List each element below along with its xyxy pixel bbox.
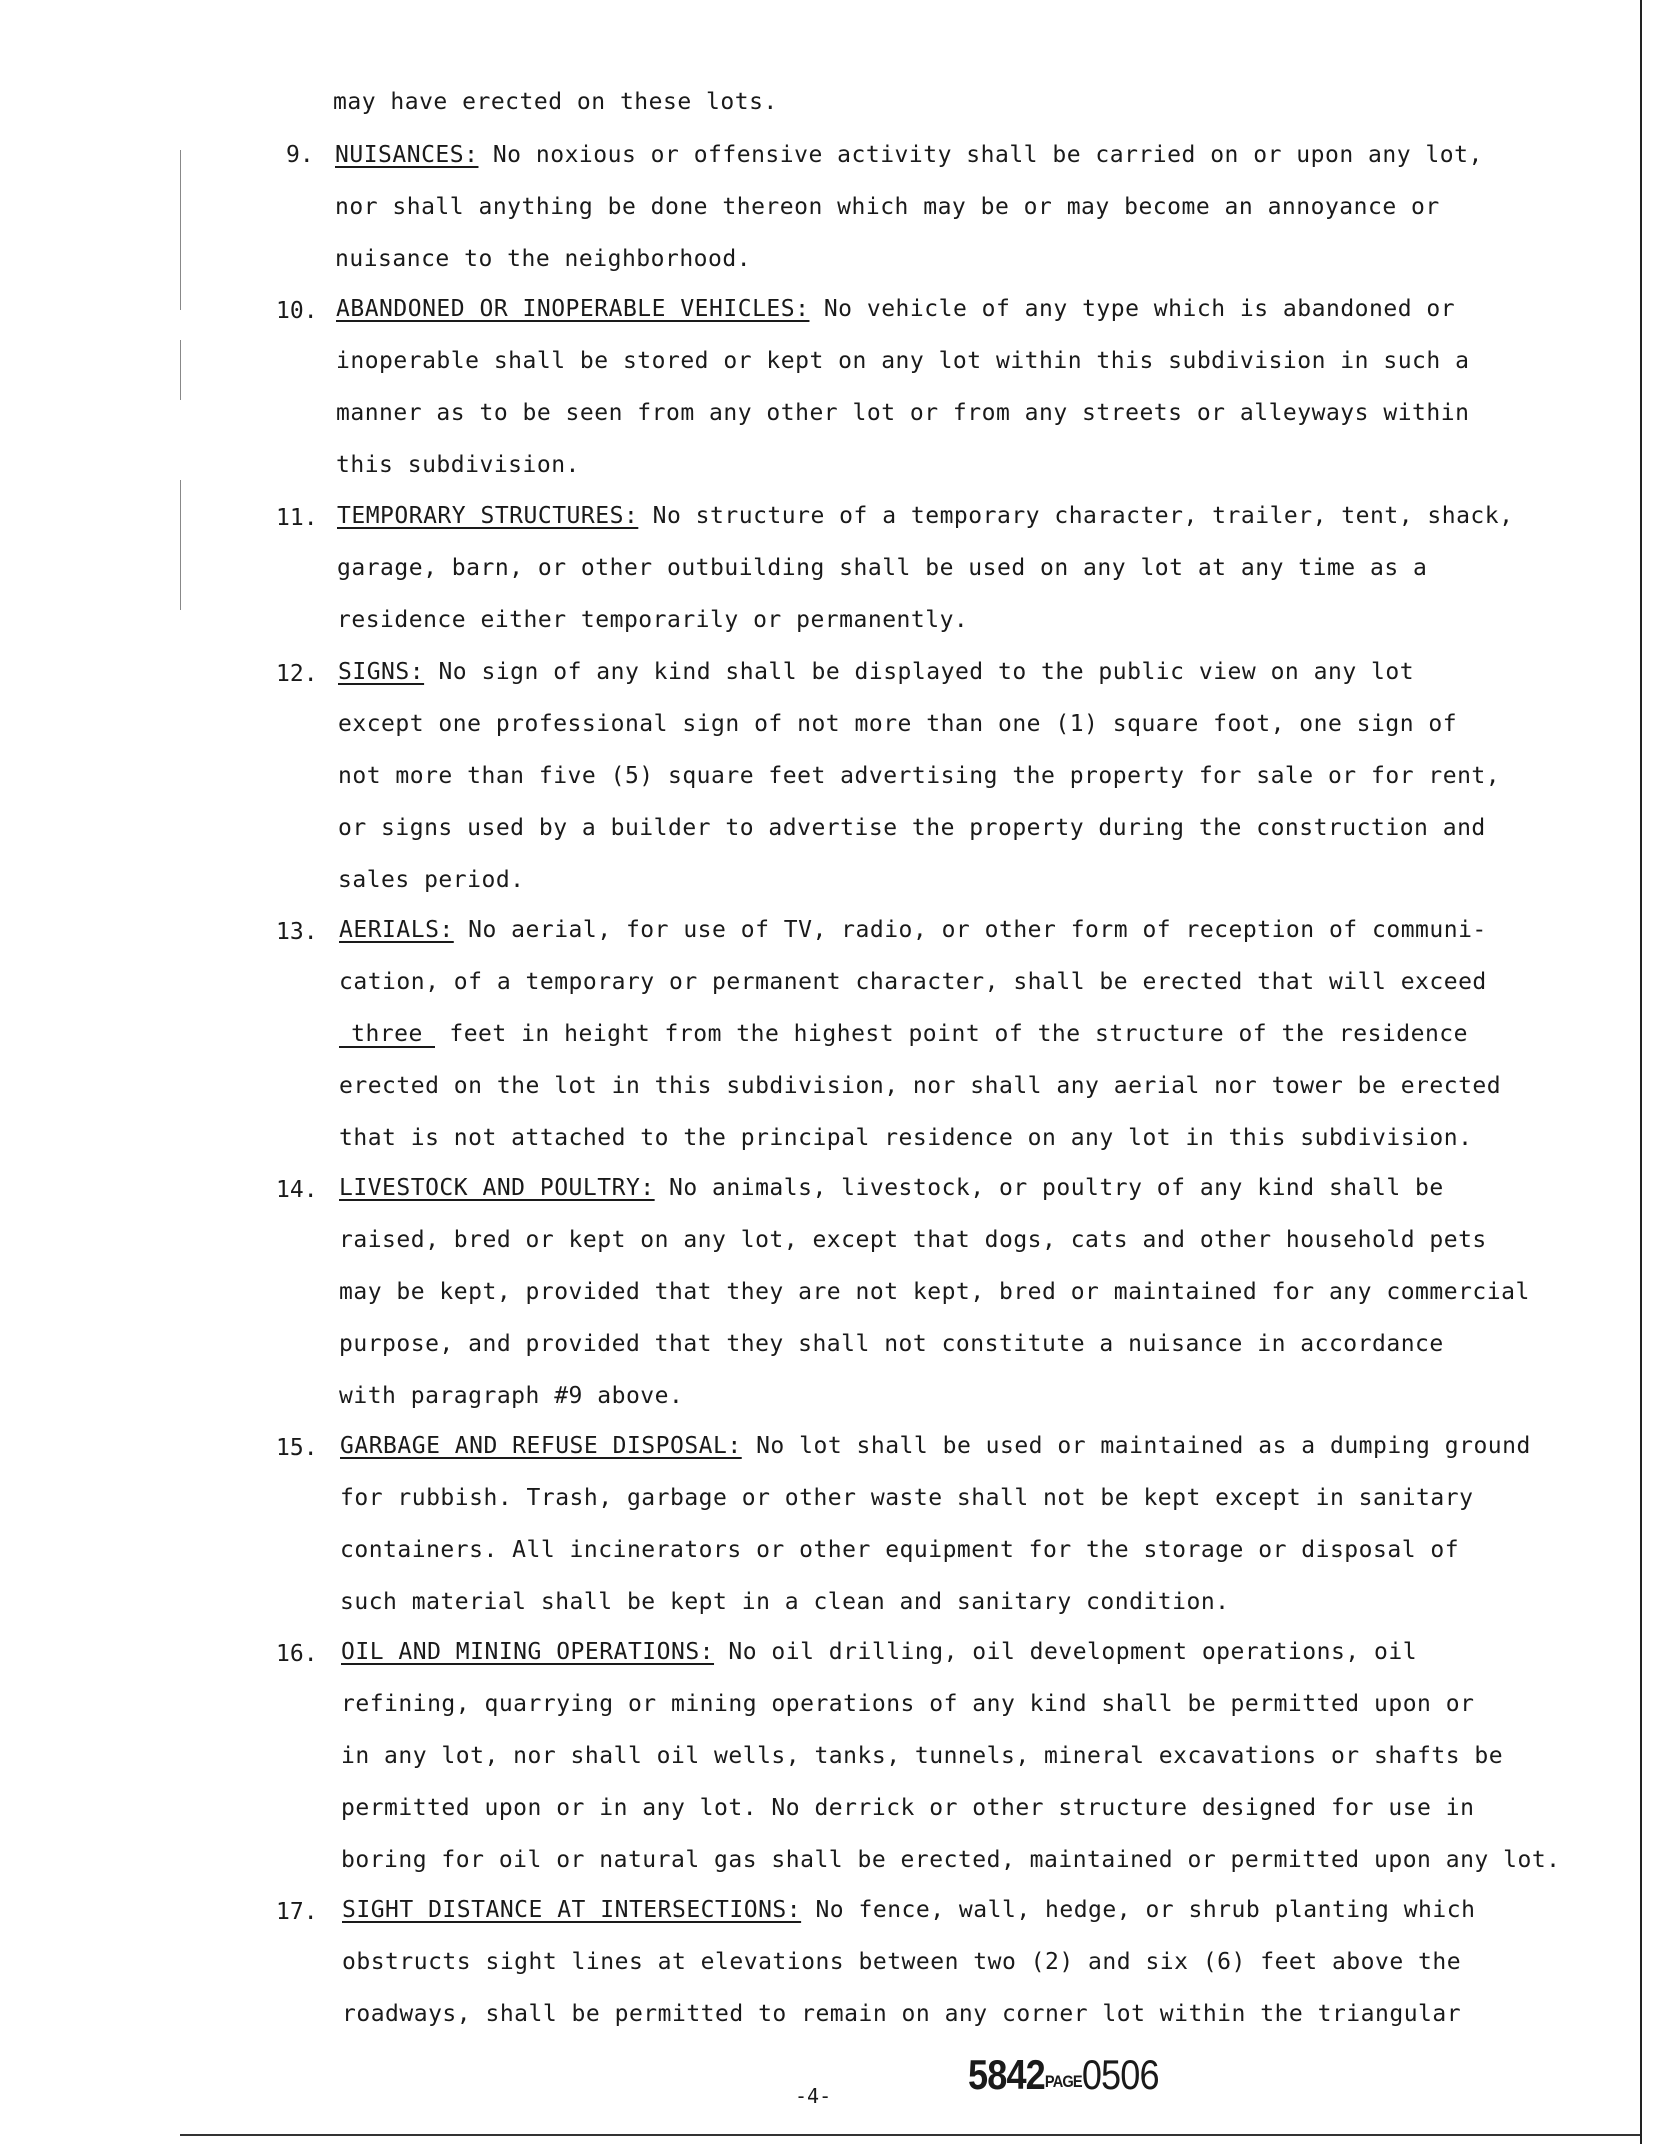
section-text: No vehicle of any type which is abandoned or: [809, 296, 1456, 322]
section-line: this subdivision.: [336, 452, 580, 478]
section-number: 17.: [276, 1899, 318, 1925]
section-line-with-blank: [339, 1020, 1468, 1048]
section-first-line: [342, 1896, 1475, 1924]
section-first-line: [340, 1432, 1531, 1460]
section-line: may be kept, provided that they are not kept, bred or maintained for any commercial: [339, 1279, 1530, 1305]
section-first-line: [341, 1638, 1417, 1666]
filled-blank: three: [339, 1022, 435, 1048]
section-number: 9.: [286, 142, 314, 168]
section-line: purpose, and provided that they shall not constitute a nuisance in accordance: [339, 1331, 1444, 1357]
section-line: erected on the lot in this subdivision, nor shall any aerial nor tower be erected: [339, 1073, 1502, 1099]
section-first-line: [336, 295, 1455, 323]
section-line: manner as to be seen from any other lot or from any streets or alleyways within: [336, 400, 1470, 426]
book-number: 5842: [968, 2051, 1045, 2098]
section-text: No lot shall be used or maintained as a dumping ground: [741, 1433, 1531, 1459]
section-line: inoperable shall be stored or kept on any lot within this subdivision in such a: [336, 348, 1470, 374]
section-line: permitted upon or in any lot. No derrick or other structure designed for use in: [341, 1795, 1475, 1821]
section-text: No structure of a temporary character, trailer, tent, shack,: [638, 503, 1514, 529]
section-line: garage, barn, or other outbuilding shall be used on any lot at any time as a: [337, 555, 1428, 581]
section-number: 16.: [276, 1641, 318, 1667]
margin-mark: [180, 150, 181, 310]
section-line: raised, bred or kept on any lot, except that dogs, cats and other household pets: [339, 1227, 1487, 1253]
section-line: such material shall be kept in a clean and sanitary condition.: [340, 1589, 1230, 1615]
section-first-line: [339, 916, 1487, 944]
section-number: 15.: [276, 1435, 318, 1461]
section-title: LIVESTOCK AND POULTRY:: [339, 1175, 655, 1201]
section-line: not more than five (5) square feet advertising the property for sale or for rent,: [338, 763, 1501, 789]
margin-mark: [180, 480, 181, 610]
section-text: No noxious or offensive activity shall be carried on or upon any lot,: [478, 142, 1483, 168]
section-text: No aerial, for use of TV, radio, or other form of reception of communi-: [453, 917, 1487, 943]
section-line: boring for oil or natural gas shall be erected, maintained or permitted upon any lot.: [341, 1847, 1561, 1873]
section-first-line: [339, 1174, 1444, 1202]
section-text: No fence, wall, hedge, or shrub planting which: [801, 1897, 1476, 1923]
section-line: sales period.: [338, 867, 525, 893]
section-first-line: [337, 502, 1513, 530]
page-label: PAGE: [1044, 2072, 1082, 2091]
section-text: No animals, livestock, or poultry of any kind shall be: [654, 1175, 1444, 1201]
page-bottom-rule: [180, 2134, 1640, 2136]
section-title: NUISANCES:: [335, 142, 479, 168]
margin-mark: [180, 340, 181, 400]
section-number: 12.: [276, 661, 318, 687]
page-right-edge: [1640, 0, 1642, 2144]
section-line: or signs used by a builder to advertise the property during the construction and: [338, 815, 1486, 841]
page-number: -4-: [795, 2084, 832, 2108]
section-line: except one professional sign of not more than one (1) square foot, one sign of: [338, 711, 1458, 737]
section-title: AERIALS:: [339, 917, 454, 943]
section-title: ABANDONED OR INOPERABLE VEHICLES:: [336, 296, 810, 322]
section-line: nuisance to the neighborhood.: [335, 246, 752, 272]
section-number: 11.: [276, 505, 318, 531]
section-title: OIL AND MINING OPERATIONS:: [341, 1639, 715, 1665]
section-title: SIGHT DISTANCE AT INTERSECTIONS:: [342, 1897, 802, 1923]
section-line: roadways, shall be permitted to remain on any corner lot within the triangular: [342, 2001, 1462, 2027]
section-line: containers. All incinerators or other equipment for the storage or disposal of: [340, 1537, 1460, 1563]
section-title: SIGNS:: [338, 659, 425, 685]
section-text: No oil drilling, oil development operations, oil: [714, 1639, 1418, 1665]
section-title: GARBAGE AND REFUSE DISPOSAL:: [340, 1433, 742, 1459]
section-line: that is not attached to the principal residence on any lot in this subdivision.: [339, 1125, 1473, 1151]
section-text: feet in height from the highest point of the structure of the residence: [435, 1021, 1468, 1047]
section-line: residence either temporarily or permanently.: [337, 607, 969, 633]
section-line: cation, of a temporary or permanent character, shall be erected that will exceed: [339, 969, 1487, 995]
section-line: refining, quarrying or mining operations of any kind shall be permitted upon or: [341, 1691, 1475, 1717]
section-line: for rubbish. Trash, garbage or other waste shall not be kept except in sanitary: [340, 1485, 1474, 1511]
section-first-line: [338, 658, 1414, 686]
intro-line: may have erected on these lots.: [333, 89, 778, 115]
section-number: 14.: [276, 1177, 318, 1203]
section-line: with paragraph #9 above.: [339, 1383, 684, 1409]
recorded-page-number: 0506: [1081, 2051, 1159, 2098]
section-title: TEMPORARY STRUCTURES:: [337, 503, 639, 529]
section-line: in any lot, nor shall oil wells, tanks, tunnels, mineral excavations or shafts be: [341, 1743, 1504, 1769]
section-line: nor shall anything be done thereon which may be or may become an annoyance or: [335, 194, 1440, 220]
section-first-line: [335, 141, 1483, 169]
section-number: 13.: [276, 919, 318, 945]
section-line: obstructs sight lines at elevations between two (2) and six (6) feet above the: [342, 1949, 1462, 1975]
recording-stamp: [968, 2052, 1159, 2105]
section-text: No sign of any kind shall be displayed to the public view on any lot: [424, 659, 1415, 685]
section-number: 10.: [276, 298, 318, 324]
